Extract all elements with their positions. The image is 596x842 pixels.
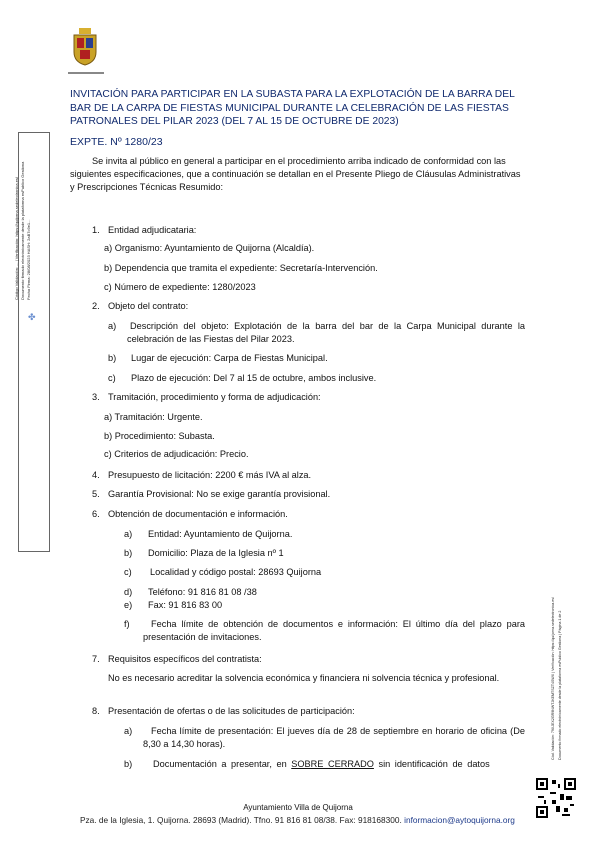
- section-6-item-a: Entidad: Ayuntamiento de Quijorna.: [148, 529, 293, 539]
- section-1-heading: 1. Entidad adjudicataria:: [92, 225, 197, 235]
- footer-title: Ayuntamiento Villa de Quijorna: [243, 803, 353, 812]
- section-1-item-b: b) Dependencia que tramita el expediente: Secretaría-Intervención.: [104, 263, 378, 273]
- section-6-item-b-letter: b): [124, 548, 133, 558]
- validation-stamp-line-1: Código Validación: ... | Verificación: https://quijorna.sedelectronica.es/: [14, 176, 19, 300]
- section-3-item-a: a) Tramitación: Urgente.: [104, 412, 203, 422]
- validation-stamp-line-2: Documento firmado electrónicamente desde la plataforma esPublico Gestiona: [20, 161, 25, 300]
- section-1-item-c: c) Número de expediente: 1280/2023: [104, 282, 256, 292]
- section-8-item-b-letter: b): [124, 759, 133, 769]
- intro-paragraph: Se invita al público en general a participar en el procedimiento arriba indicado de conformidad con las siguientes especificaciones, que a continuación se detallan en el Presente Pliego de Cláusulas Administrativas y Prescripciones Técnicas Resumido:: [70, 155, 521, 192]
- right-validation-line-2: Documento firmado electrónicamente desde la plataforma esPublico Gestiona | Página 1 de 2: [558, 610, 562, 760]
- footer-email-link[interactable]: informacion@aytoquijorna.org: [404, 815, 515, 825]
- section-7-heading: 7. Requisitos específicos del contratista:: [92, 654, 262, 664]
- section-2-item-b: Lugar de ejecución: Carpa de Fiestas Municipal.: [131, 353, 328, 363]
- section-2-item-c-letter: c): [108, 373, 116, 383]
- section-3-item-b: b) Procedimiento: Subasta.: [104, 431, 215, 441]
- section-8-item-b: Documentación a presentar, en SOBRE CERRADO sin identificación de datos: [153, 759, 490, 769]
- section-8-item-a-letter: a): [124, 726, 133, 736]
- section-8-heading: 8. Presentación de ofertas o de las solicitudes de participación:: [92, 706, 355, 716]
- validation-stamp-line-3: Fecha Firma: 28/08/2023 HASH: 2aB7c9e1...: [26, 219, 31, 300]
- section-3-item-c: c) Criterios de adjudicación: Precio.: [104, 449, 249, 459]
- coat-caption-mark: [64, 70, 108, 76]
- section-6-item-f-letter: f): [124, 619, 130, 629]
- expediente-number: EXPTE. Nº 1280/23: [70, 135, 163, 148]
- section-2-item-b-letter: b): [108, 353, 117, 363]
- section-8-item-a: Fecha límite de presentación: El jueves día de 28 de septiembre en horario de oficina (De 8,30 a 14,30 horas).: [143, 726, 525, 749]
- section-6-item-b: Domicilio: Plaza de la Iglesia nº 1: [148, 548, 284, 558]
- section-3-heading: 3. Tramitación, procedimiento y forma de adjudicación:: [92, 392, 321, 402]
- section-4-heading: 4. Presupuesto de licitación: 2200 € más IVA al alza.: [92, 470, 312, 480]
- section-2-item-a-letter: a): [108, 321, 117, 331]
- right-validation-line-1: Cód. Validación: 79XJEX2GR9NWTJKEMTSZT4SWX | Verificación: https://quijorna.sedelectronica.es/: [551, 596, 555, 760]
- section-6-item-a-letter: a): [124, 529, 133, 539]
- document-body: [70, 88, 525, 194]
- section-6-item-f: Fecha límite de obtención de documentos e información: El último día del plazo para presentación de invitaciones.: [143, 619, 525, 642]
- sobre-cerrado-emphasis: SOBRE CERRADO: [291, 759, 374, 769]
- section-6-item-c-letter: c): [124, 567, 132, 577]
- section-1-item-a: a) Organismo: Ayuntamiento de Quijorna (Alcaldía).: [104, 243, 315, 253]
- section-6-item-e: Fax: 91 816 83 00: [148, 600, 223, 610]
- document-title: INVITACIÓN PARA PARTICIPAR EN LA SUBASTA PARA LA EXPLOTACIÓN DE LA BARRA DEL BAR DE LA CARPA DE FIESTAS MUNICIPAL DURANTE LA CELEBRACIÓN DE LAS FIESTAS PATRONALES DEL PILAR 2023 (DEL 7 AL 15 DE OCTUBRE DE 2023): [70, 89, 515, 127]
- section-6-item-e-letter: e): [124, 600, 133, 610]
- signature-seal-icon: ✤: [28, 312, 36, 322]
- section-2-item-a: Descripción del objeto: Explotación de la barra del bar de la Carpa Municipal durante la celebración de las Fiestas del Pilar 2023.: [127, 321, 525, 344]
- section-6-item-c: Localidad y código postal: 28693 Quijorna: [150, 567, 322, 577]
- section-2-heading: 2. Objeto del contrato:: [92, 301, 189, 311]
- section-5-heading: 5. Garantía Provisional: No se exige garantía provisional.: [92, 489, 331, 499]
- footer-address: Pza. de la Iglesia, 1. Quijorna. 28693 (Madrid). Tfno. 91 816 81 08/38. Fax: 918168300. informacion@aytoquijorna.org: [80, 815, 515, 825]
- section-6-item-d: Teléfono: 91 816 81 08 /38: [148, 587, 257, 597]
- section-2-item-c: Plazo de ejecución: Del 7 al 15 de octubre, ambos inclusive.: [131, 373, 377, 383]
- section-6-heading: 6. Obtención de documentación e información.: [92, 509, 288, 519]
- qr-code-icon: [536, 778, 576, 818]
- coat-of-arms-logo: [72, 28, 98, 66]
- section-7-text: No es necesario acreditar la solvencia económica y financiera ni solvencia técnica y profesional.: [108, 673, 500, 683]
- section-6-item-d-letter: d): [124, 587, 133, 597]
